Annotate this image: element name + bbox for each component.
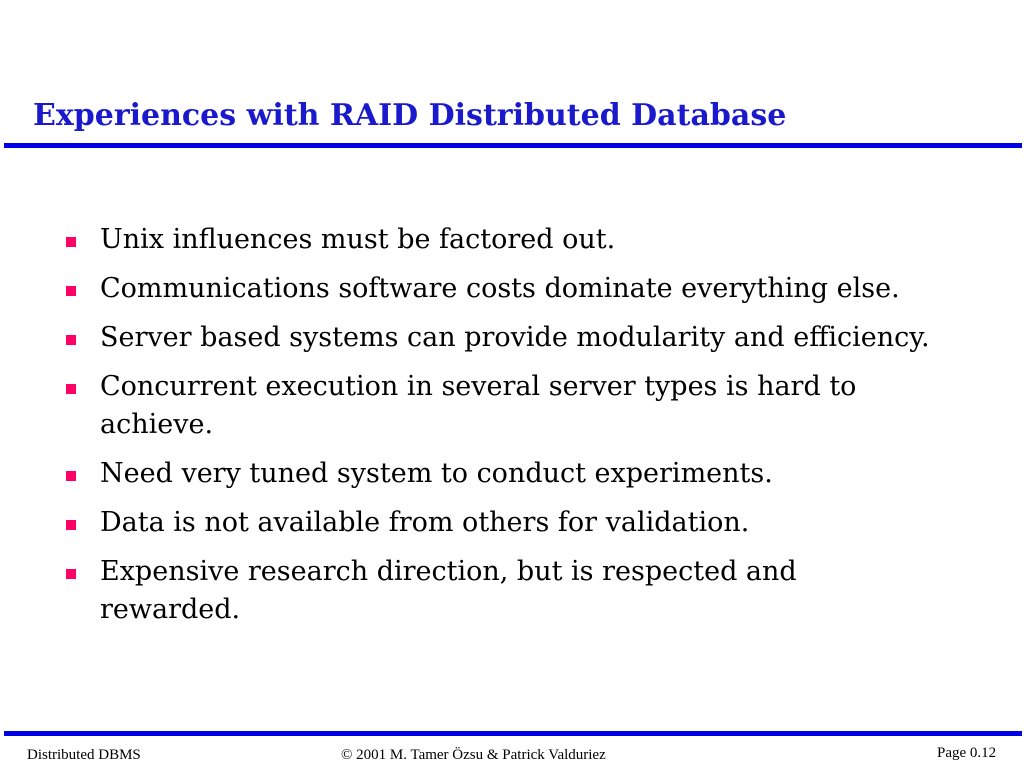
bullet-square-icon-wrap xyxy=(62,553,100,591)
bullet-item xyxy=(62,455,942,493)
bullet-item xyxy=(62,270,942,308)
bullet-item xyxy=(62,504,942,542)
bullet-square-icon xyxy=(66,520,76,530)
bullet-text: Data is not available from others for validation. xyxy=(100,507,750,538)
bullet-text: Expensive research direction, but is respected and rewarded. xyxy=(100,556,797,625)
bullet-square-icon-wrap xyxy=(62,221,100,259)
bullet-text: Need very tuned system to conduct experiments. xyxy=(100,458,773,489)
bullet-item xyxy=(62,319,942,357)
bullet-square-icon-wrap xyxy=(62,319,100,357)
bullet-item xyxy=(62,368,942,444)
bullet-square-icon-wrap xyxy=(62,368,100,406)
footer-divider xyxy=(4,731,1022,736)
bullet-text: Server based systems can provide modularity and efficiency. xyxy=(100,322,930,353)
bullet-text: Unix influences must be factored out. xyxy=(100,224,616,255)
bullet-item xyxy=(62,553,942,629)
bullet-text: Concurrent execution in several server types is hard to achieve. xyxy=(100,371,857,440)
bullet-square-icon xyxy=(66,286,76,296)
bullet-square-icon-wrap xyxy=(62,504,100,542)
footer-course-name: Distributed DBMS xyxy=(27,747,141,763)
bullet-square-icon xyxy=(66,237,76,247)
bullet-square-icon xyxy=(66,569,76,579)
title-divider xyxy=(4,143,1022,148)
bullet-square-icon xyxy=(66,471,76,481)
bullet-square-icon-wrap xyxy=(62,455,100,493)
footer-page-number: Page 0.12 xyxy=(937,745,997,761)
bullet-item xyxy=(62,221,942,259)
slide-title: Experiences with RAID Distributed Database xyxy=(33,98,787,133)
bullet-square-icon xyxy=(66,384,76,394)
bullet-text: Communications software costs dominate everything else. xyxy=(100,273,900,304)
bullet-square-icon-wrap xyxy=(62,270,100,308)
bullet-list xyxy=(62,221,942,640)
bullet-square-icon xyxy=(66,335,76,345)
footer-copyright: © 2001 M. Tamer Özsu & Patrick Valduriez xyxy=(341,747,606,763)
